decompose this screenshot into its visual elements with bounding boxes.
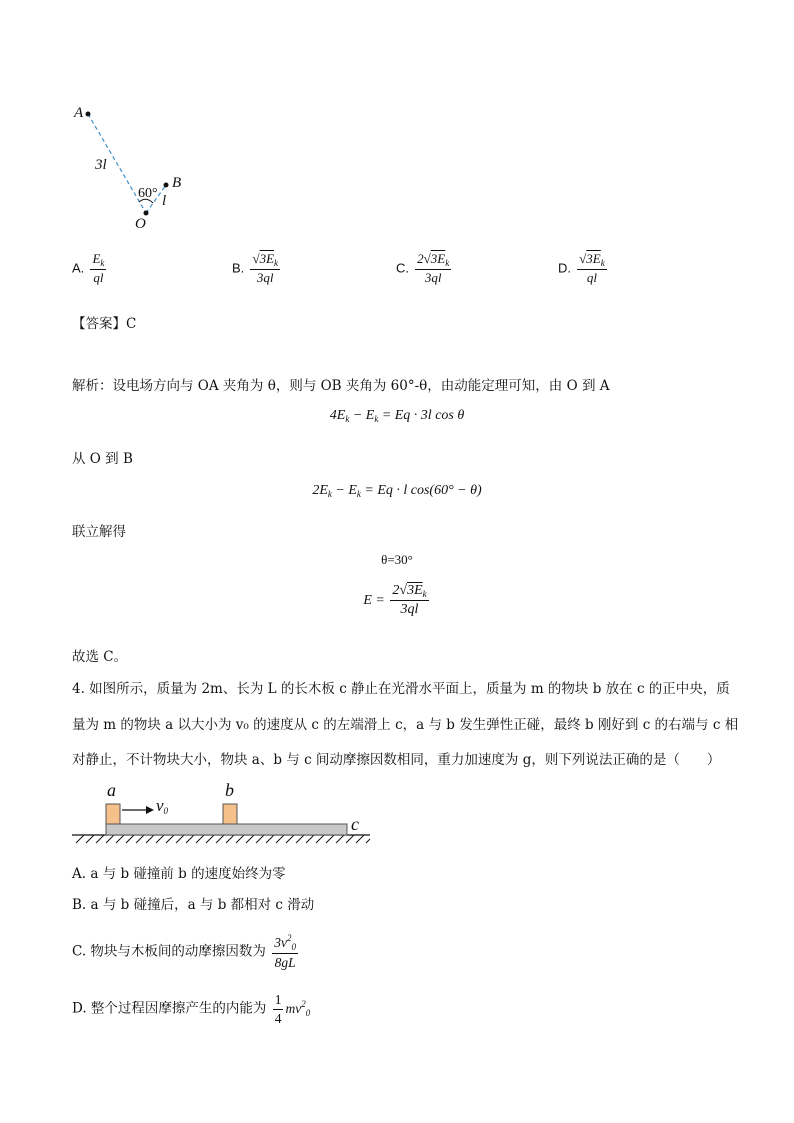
fraction-num: 3E — [407, 583, 423, 598]
superscript: 2 — [286, 933, 292, 943]
subscript: k — [422, 589, 427, 599]
equation-1 — [0, 408, 794, 424]
fraction-num: 3v — [274, 935, 287, 950]
e-result — [0, 583, 794, 618]
subscript: k — [274, 258, 279, 268]
fraction — [90, 252, 106, 286]
subscript: k — [356, 489, 361, 499]
coefficient: 2 — [392, 583, 400, 598]
fraction-den: 4 — [274, 1010, 282, 1026]
point-a — [86, 112, 91, 117]
analysis-intro: 解析：设电场方向与 OA 夹角为 θ，则与 OB 夹角为 60°-θ，由动能定理可知，由 O 到 A — [72, 378, 610, 394]
fraction-num: 3E — [586, 251, 601, 266]
fraction-den: ql — [93, 270, 104, 286]
coefficient: 2 — [417, 251, 424, 266]
subscript: k — [600, 258, 605, 268]
figure-q3 — [60, 100, 200, 240]
fraction: $\frac{√3E_k}{3ql}$ — [252, 251, 279, 286]
from-o-to-b: 从 O 到 B — [72, 451, 133, 467]
arrow-head — [146, 806, 154, 814]
fraction-den: 8gL — [274, 955, 296, 971]
theta-result: θ=30° — [381, 552, 413, 567]
block-a — [106, 804, 120, 824]
label-a: a — [107, 780, 116, 800]
label-3l: 3l — [95, 157, 107, 173]
option-label: B. — [232, 260, 245, 276]
eq-term: 2E — [312, 483, 328, 498]
fraction-den: 3ql — [256, 270, 274, 286]
q4-line2: 量为 m 的物块 a 以大小为 v₀ 的速度从 c 的左端滑上 c，a 与 b 发生弹性正碰，最终 b 刚好到 c 的右端与 c 相 — [72, 717, 739, 733]
solve-line: 联立解得 — [72, 524, 126, 540]
label-b: B — [172, 175, 182, 191]
q4-option-b: B. a 与 b 碰撞后，a 与 b 都相对 c 滑动 — [72, 897, 315, 913]
option-q3-d — [558, 252, 609, 286]
fraction — [273, 992, 284, 1026]
label-b: b — [225, 780, 234, 800]
equation-2 — [0, 483, 794, 499]
label-v: v — [156, 796, 164, 815]
subscript: k — [445, 258, 450, 268]
q4-line3: 对静止，不计物块大小，物块 a、b 与 c 间动摩擦因数相同，重力加速度为 g，则下列说法正确的是（ ） — [72, 752, 721, 768]
label-angle: 60° — [138, 186, 158, 201]
label-l: l — [162, 193, 167, 209]
option-label: C. — [396, 260, 409, 276]
label-o: O — [135, 216, 146, 232]
fraction-den: 3ql — [424, 270, 442, 286]
q4-option-c — [72, 933, 300, 971]
subscript: k — [374, 414, 379, 424]
subscript: 0 — [291, 942, 296, 952]
eq-rhs: = Eq · 3l cos θ — [378, 408, 465, 423]
label-v0 — [156, 796, 168, 816]
board-c — [106, 824, 347, 835]
subscript: k — [345, 414, 350, 424]
superscript: 2 — [301, 998, 306, 1009]
option-q3-c — [396, 252, 453, 286]
answer-line: 【答案】C — [72, 316, 137, 332]
fraction-num: 3E — [259, 251, 275, 266]
option-text: D. 整个过程因摩擦产生的内能为 — [72, 1000, 267, 1017]
subscript: 0 — [305, 1007, 311, 1018]
option-q3-b — [232, 252, 282, 286]
eq-term: 4E — [329, 408, 346, 423]
fraction: $\frac{2√3E_k}{3ql}$ — [417, 251, 450, 286]
block-b — [223, 804, 237, 824]
fraction: $\frac{√3E_k}{ql}$ — [579, 251, 605, 286]
choose-line: 故选 C。 — [72, 649, 128, 665]
fraction-num: E — [92, 251, 101, 266]
point-b — [164, 183, 169, 188]
fraction-den: 3ql — [400, 602, 419, 618]
eq-rhs: = Eq · l cos(60° − θ) — [360, 483, 482, 498]
term: mv — [285, 1000, 302, 1016]
label-c: c — [351, 814, 359, 834]
fraction-num: 1 — [273, 992, 284, 1010]
figure-q4 — [72, 780, 382, 850]
option-q3-a — [72, 252, 108, 286]
point-o — [144, 211, 149, 216]
ground-hatch — [76, 835, 370, 843]
q4-line1: 4. 如图所示，质量为 2m、长为 L 的长木板 c 静止在光滑水平面上，质量为 m 的物块 b 放在 c 的正中央，质 — [72, 681, 730, 697]
q4-option-d — [72, 992, 310, 1026]
fraction: $\frac{2√3E_k}{3ql}$ — [392, 583, 427, 618]
q4-option-a: A. a 与 b 碰撞前 b 的速度始终为零 — [72, 866, 286, 882]
eq-lhs: E = — [363, 592, 389, 608]
fraction — [272, 933, 298, 971]
label-a: A — [74, 105, 84, 121]
option-label: D. — [558, 260, 571, 276]
eq-term: − E — [331, 483, 357, 498]
option-text: C. 物块与木板间的动摩擦因数为 — [72, 943, 266, 960]
subscript: k — [100, 258, 105, 268]
subscript: k — [327, 489, 332, 499]
eq-term: − E — [349, 408, 375, 423]
fraction-den: ql — [586, 270, 597, 286]
subscript: 0 — [163, 806, 169, 816]
fraction-num: 3E — [430, 251, 446, 266]
option-label: A. — [72, 260, 85, 276]
